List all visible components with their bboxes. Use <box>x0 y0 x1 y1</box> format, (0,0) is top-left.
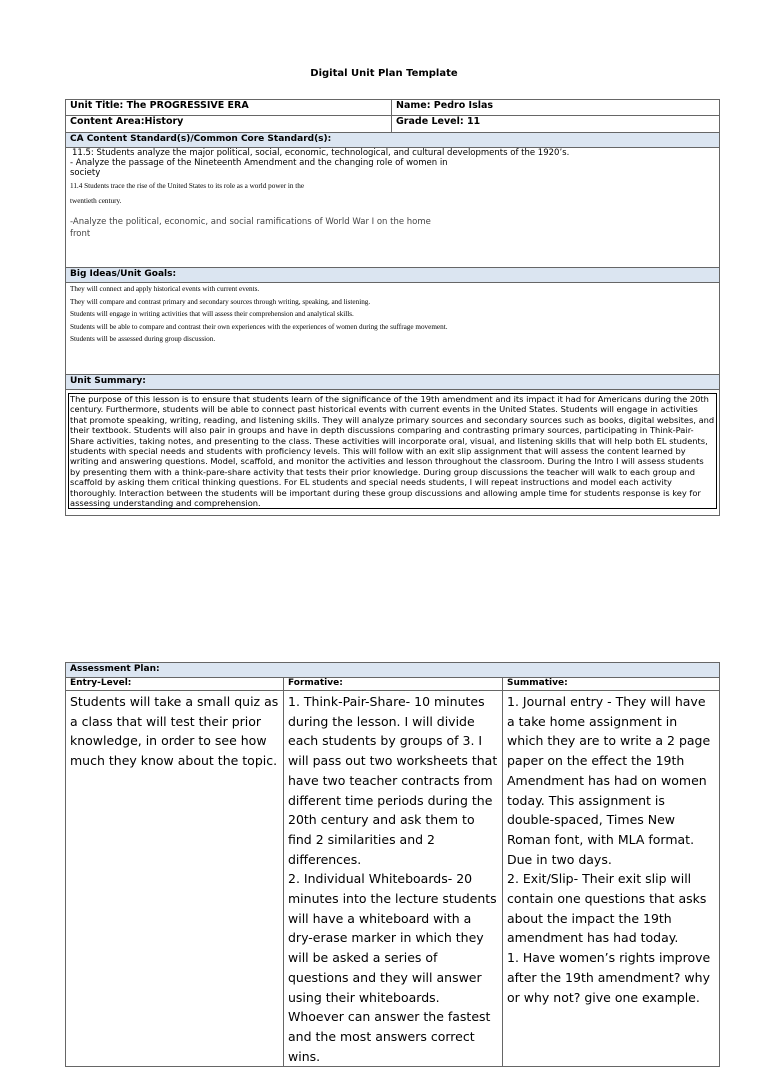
standard-item: twentieth century. <box>70 197 122 205</box>
standard-item: 11.4 Students trace the rise of the United States to its role as a world power in the <box>70 182 305 190</box>
entry-level-text: Students will take a small quiz as a class that will test their prior knowledge, in order to see how much they know about the topic. <box>70 694 279 769</box>
entry-level-label: Entry-Level: <box>66 678 284 691</box>
summative-item: 1. Journal entry - They will have a take home assignment in which they are to write a 2 page paper on the effect the 19th Amendment has had on women today. This assignment is double-spaced, Times New Roman font, with MLA format. <box>507 694 711 847</box>
header-row-1 <box>66 100 720 116</box>
goal-item: Students will be assessed during group discussion. <box>70 335 216 343</box>
unit-plan-table <box>65 99 720 516</box>
standards-cell <box>66 148 720 268</box>
assessment-table <box>65 662 720 1067</box>
goal-item: Students will engage in writing activities that will assess their comprehension and analytical skills. <box>70 310 354 318</box>
page-title: Digital Unit Plan Template <box>310 68 458 79</box>
formative-label: Formative: <box>284 678 503 691</box>
standard-item: 11.5: Students analyze the major political, social, economic, technological, and cultural developments of the 1920’s. <box>72 148 570 158</box>
summary-heading: Unit Summary: <box>66 375 720 390</box>
entry-level-cell <box>66 691 284 1067</box>
standard-item: - Analyze the passage of the Nineteenth Amendment and the changing role of women in society <box>70 158 448 178</box>
goal-item: Students will be able to compare and contrast their own experiences with the experiences of women during the suffrage movement. <box>70 322 448 331</box>
goal-item: They will compare and contrast primary and secondary sources through writing, speaking, and listening. <box>70 297 371 306</box>
summary-cell <box>66 390 720 516</box>
summative-label: Summative: <box>503 678 720 691</box>
summative-item: Due in two days. <box>507 851 612 867</box>
goals-heading: Big Ideas/Unit Goals: <box>66 268 720 283</box>
standards-heading: CA Content Standard(s)/Common Core Standard(s): <box>66 133 720 148</box>
summative-item: 2. Exit/Slip- Their exit slip will contain one questions that asks about the impact the 19th amendment has had today. <box>507 871 707 946</box>
grade-level-cell: Grade Level: 11 <box>392 116 720 133</box>
assessment-heading: Assessment Plan: <box>66 663 720 678</box>
goal-item: They will connect and apply historical events with current events. <box>70 285 260 293</box>
goals-cell <box>66 283 720 375</box>
formative-item: 1. Think-Pair-Share- 10 minutes during the lesson. I will divide each students by groups of 3. I will pass out two worksheets that have two teacher contracts from different time periods during the 20th century and ask them to find 2 similarities and 2 differences. <box>288 694 498 867</box>
formative-item: 2. Individual Whiteboards- 20 minutes into the lecture students will have a whiteboard with a dry-erase marker in which they will be asked a series of questions and they will answer using their whiteboards. Whoever can answer the fastest and the most answers correct wins. <box>288 871 497 1064</box>
unit-title-cell: Unit Title: The PROGRESSIVE ERA <box>66 100 392 116</box>
standard-item: -Analyze the political, economic, and social ramifications of World War I on the home front <box>70 217 431 239</box>
summative-cell <box>503 691 720 1067</box>
header-row-2 <box>66 116 720 133</box>
content-area-cell: Content Area:History <box>66 116 392 133</box>
name-cell: Name: Pedro Islas <box>392 100 720 116</box>
summative-item: 1. Have women’s rights improve after the 19th amendment? why or why not? give one example. <box>507 950 711 1005</box>
formative-cell <box>284 691 503 1067</box>
summary-text: The purpose of this lesson is to ensure that students learn of the significance of the 19th amendment and its impact it had for Americans during the 20th century. Furthermore, students will be able to connect past historical events with current events in the United States. Students will engage in activities that promote speaking, writing, reading, and listening skills. They will analyze primary sources and secondary sources such as books, digital websites, and their textbook. Students will also pair in groups and have in depth discussions comparing and contrasting primary sources, participating in Think-Pair-Share activities, taking notes, and presenting to the class. These activities will incorporate oral, visual, and listening skills that will help both EL students, students with special needs and students with proficiency levels. This will follow with an exit slip assignment that will assess the content learned by writing and answering questions. Model, scaffold, and monitor the activities and lesson throughout the classroom. During the Intro I will assess students by presenting them with a think-pare-share activity that tests their prior knowledge. During group discussions the teacher will walk to each group and scaffold by asking them critical thinking questions. For EL students and special needs students, I will repeat instructions and model each activity thoroughly. Interaction between the students will be important during these group discussions and allowing ample time for students response is key for assessing understanding and comprehension. <box>68 393 717 509</box>
